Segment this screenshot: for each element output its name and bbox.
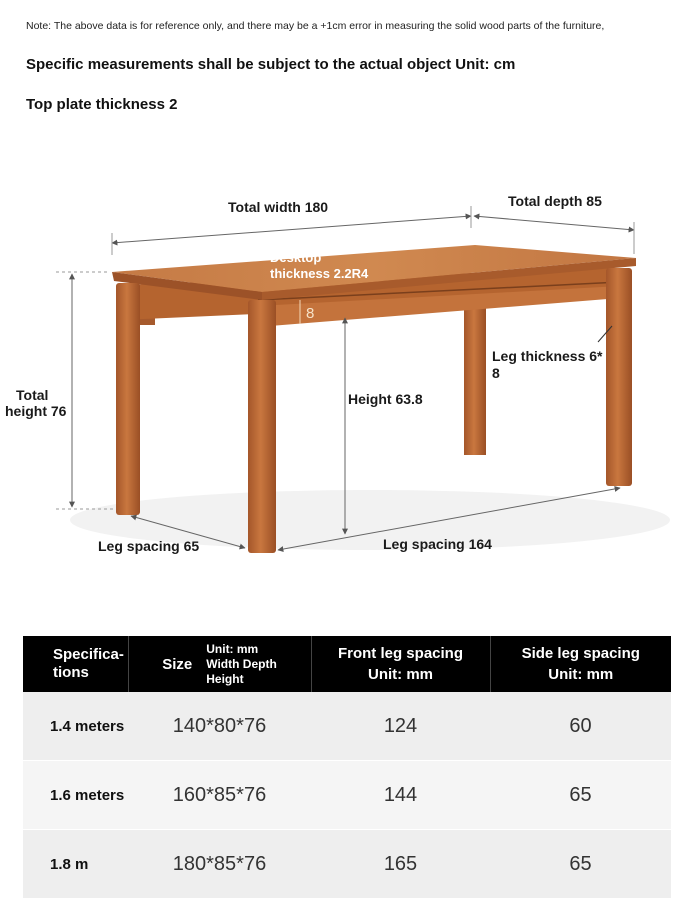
back-right-leg (464, 300, 486, 455)
reference-note: Note: The above data is for reference only, and there may be a +1cm error in measuring the solid wood parts of the furniture, (26, 20, 605, 32)
total-height-label-2: height 76 (5, 403, 67, 419)
table-row (23, 692, 671, 761)
cell-spec: 1.6 meters (23, 761, 128, 830)
total-height-label-1: Total (16, 387, 49, 403)
cell-size: 160*85*76 (128, 761, 311, 830)
total-width-label: Total width 180 (228, 199, 329, 215)
cell-size: 140*80*76 (128, 692, 311, 761)
table-header-row (23, 636, 671, 692)
total-depth-label: Total depth 85 (508, 193, 602, 209)
height-label: Height 63.8 (348, 391, 423, 407)
cell-spec: 1.8 m (23, 830, 128, 899)
header-size (128, 636, 311, 692)
table-row (23, 830, 671, 899)
front-left-leg (248, 300, 276, 553)
cell-front: 124 (311, 692, 490, 761)
cell-spec: 1.4 meters (23, 692, 128, 761)
header-side-leg-spacing: Side leg spacing Unit: mm (490, 636, 671, 692)
header-size-label: Size (162, 655, 193, 673)
leg-spacing-side-label: Leg spacing 65 (98, 538, 200, 554)
cell-front: 144 (311, 761, 490, 830)
leg-spacing-front-label: Leg spacing 164 (383, 536, 492, 552)
left-side-leg (116, 283, 140, 515)
cell-size: 180*85*76 (128, 830, 311, 899)
desktop-thickness-label-2: thickness 2.2R4 (270, 266, 369, 281)
header-size-unit: Unit: mm Width Depth Height (206, 641, 277, 686)
top-plate-thickness: Top plate thickness 2 (26, 96, 178, 113)
apron-height-label: 8 (306, 305, 315, 322)
cell-front: 165 (311, 830, 490, 899)
leg-thickness-label-1: Leg thickness 6* (492, 348, 603, 364)
cell-side: 65 (490, 761, 671, 830)
cell-side: 65 (490, 830, 671, 899)
leg-thickness-label-2: 8 (492, 365, 500, 381)
desktop-thickness-label-1: Desktop (270, 250, 322, 265)
specification-table (23, 636, 671, 899)
cell-side: 60 (490, 692, 671, 761)
table-dimension-diagram (0, 170, 692, 590)
header-front-leg-spacing: Front leg spacing Unit: mm (311, 636, 490, 692)
front-right-leg (606, 268, 632, 486)
header-specifications: Specifica- tions (23, 636, 128, 692)
table-row (23, 761, 671, 830)
measurement-note: Specific measurements shall be subject to the actual object Unit: cm (26, 56, 516, 73)
